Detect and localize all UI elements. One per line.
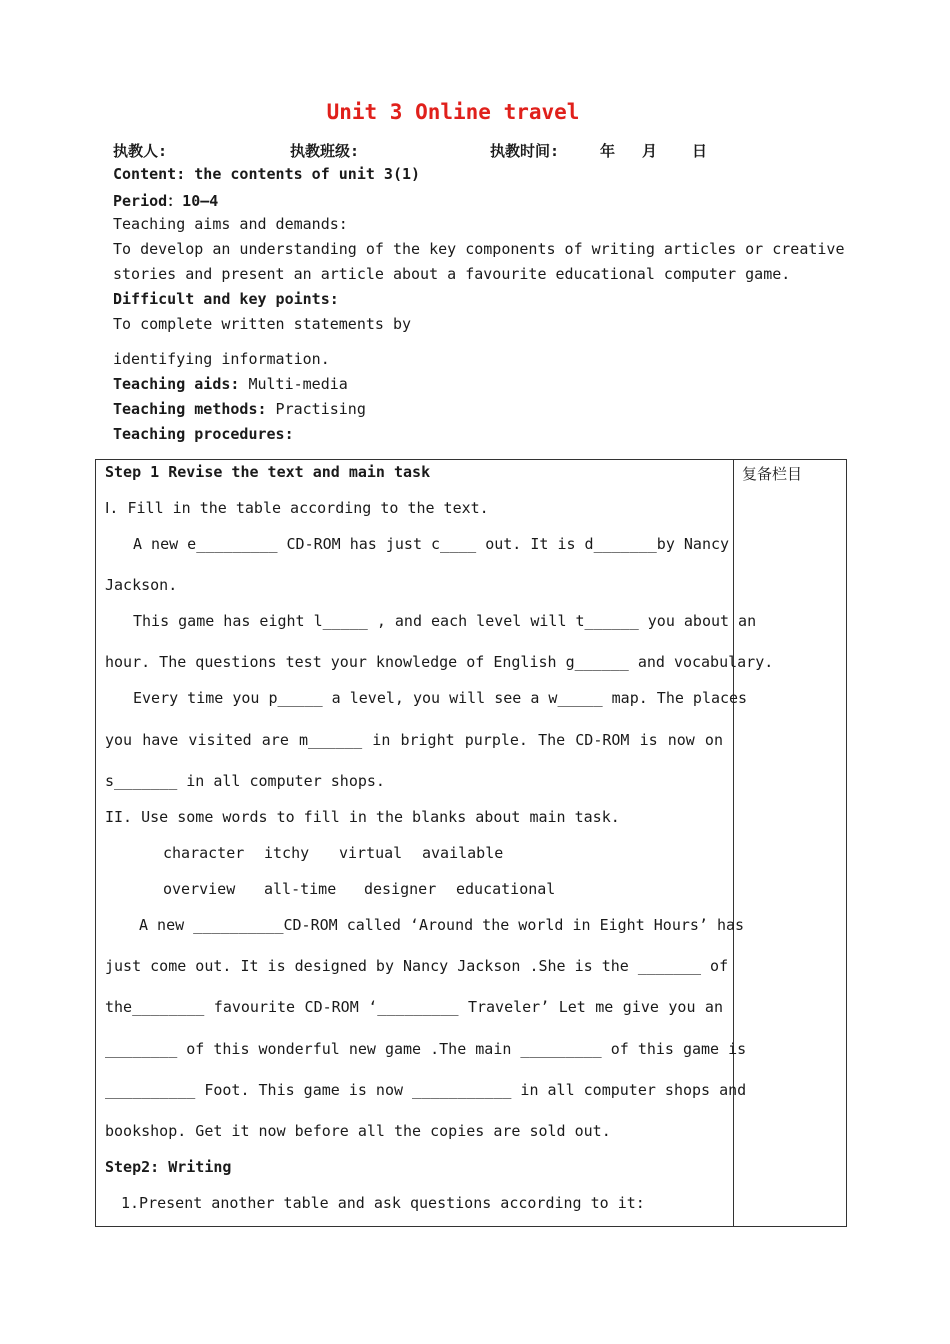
difficult-line-2: identifying information.	[113, 350, 330, 368]
methods-value: Practising	[266, 400, 366, 418]
aids-label: Teaching aids:	[113, 375, 240, 393]
aids-value: Multi-media	[239, 375, 348, 393]
step2-item-1: 1.Present another table and ask questions according to it:	[121, 1194, 645, 1212]
table-column-divider	[733, 459, 734, 1227]
part1-line-7: s_______ in all computer shops.	[105, 772, 385, 790]
teaching-aids	[113, 375, 348, 393]
year-label: 年	[600, 142, 616, 160]
word-bank-item: all-time	[264, 880, 337, 898]
part1-line-5: Every time you p_____ a level, you will see a w_____ map. The places	[133, 689, 748, 707]
teacher-label: 执教人:	[113, 142, 168, 160]
procedures-heading: Teaching procedures:	[113, 425, 294, 443]
aims-line-1: To develop an understanding of the key components of writing articles or creative	[113, 240, 845, 258]
period-line: Period：10—4	[113, 192, 219, 210]
part1-line-2: Jackson.	[105, 576, 178, 594]
part2-heading: II. Use some words to fill in the blanks about main task.	[105, 808, 620, 826]
content-line: Content: the contents of unit 3(1)	[113, 165, 421, 183]
word-bank-item: virtual	[339, 844, 403, 862]
word-bank-item: educational	[456, 880, 556, 898]
time-label: 执教时间:	[490, 142, 560, 160]
part2-line-6: bookshop. Get it now before all the copies are sold out.	[105, 1122, 611, 1140]
teaching-methods	[113, 400, 366, 418]
part2-line-4: ________ of this wonderful new game .The main _________ of this game is	[105, 1040, 747, 1058]
day-label: 日	[692, 142, 708, 160]
part2-line-1: A new __________CD-ROM called ‘Around the world in Eight Hours’ has	[139, 916, 745, 934]
word-bank-item: available	[422, 844, 504, 862]
methods-label: Teaching methods:	[113, 400, 267, 418]
part1-heading: Ⅰ. Fill in the table according to the text.	[105, 499, 489, 517]
aims-heading: Teaching aims and demands:	[113, 215, 348, 233]
word-bank-item: itchy	[264, 844, 310, 862]
part1-line-4: hour. The questions test your knowledge of English g______ and vocabulary.	[105, 653, 774, 671]
word-bank-item: designer	[364, 880, 437, 898]
word-bank-item: overview	[163, 880, 236, 898]
procedures-table	[95, 459, 847, 1227]
difficult-line-1: To complete written statements by	[113, 315, 412, 333]
part1-line-6: you have visited are m______ in bright purple. The CD-ROM is now on	[105, 731, 723, 749]
word-bank-item: character	[163, 844, 245, 862]
part1-line-3: This game has eight l_____ , and each level will t______ you about an	[133, 612, 757, 630]
part2-line-2: just come out. It is designed by Nancy Jackson .She is the _______ of	[105, 957, 729, 975]
part2-line-3: the________ favourite CD-ROM ‘_________ Traveler’ Let me give you an	[105, 998, 723, 1016]
aims-line-2: stories and present an article about a favourite educational computer game.	[113, 265, 791, 283]
step1-heading: Step 1 Revise the text and main task	[105, 463, 431, 481]
class-label: 执教班级:	[290, 142, 360, 160]
difficult-heading: Difficult and key points:	[113, 290, 339, 308]
page-title: Unit 3 Online travel	[326, 100, 580, 124]
month-label: 月	[642, 142, 658, 160]
part2-line-5: __________ Foot. This game is now ___________ in all computer shops and	[105, 1081, 747, 1099]
part1-line-1: A new e_________ CD-ROM has just c____ out. It is d_______by Nancy	[133, 535, 730, 553]
step2-heading: Step2: Writing	[105, 1158, 232, 1176]
side-column-header: 复备栏目	[742, 465, 803, 483]
